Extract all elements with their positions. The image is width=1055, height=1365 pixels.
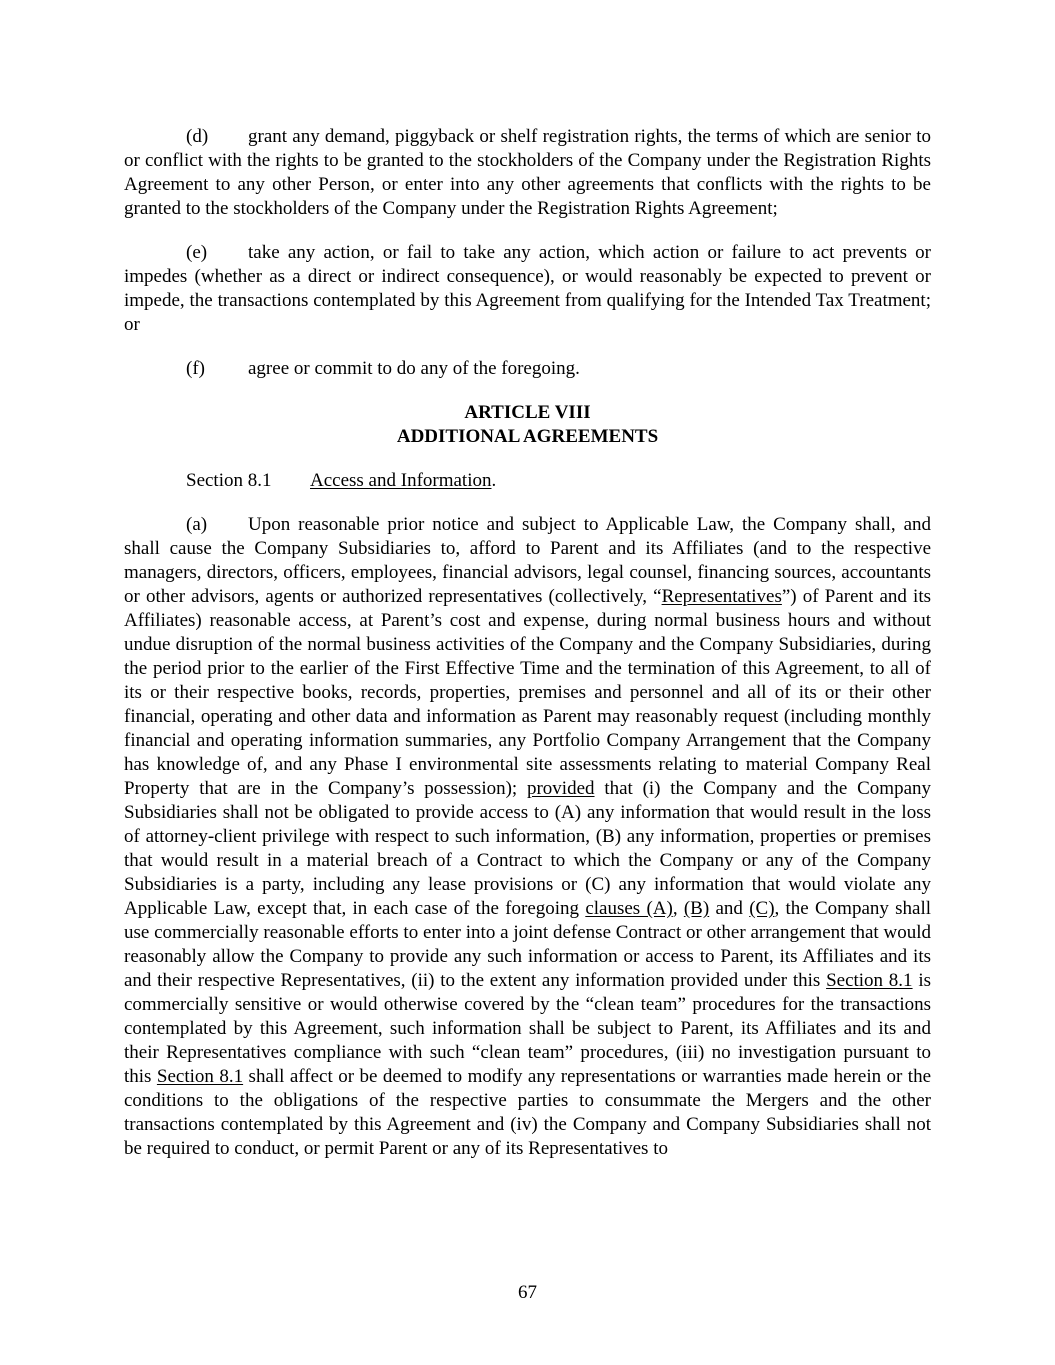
defined-term-representatives: Representatives — [661, 586, 782, 607]
ref-section-8-1-second: Section 8.1 — [156, 1066, 244, 1087]
paragraph-f-label: (f) — [186, 358, 205, 379]
paragraph-a-label: (a) — [186, 514, 208, 535]
paragraph-d-label: (d) — [186, 126, 209, 147]
paragraph-d — [124, 125, 931, 221]
paragraph-a-text-3: that (i) the Company and the Company Subsidiaries shall not be obligated to provide access to (A) any information that would result in the loss of attorney-client privilege with respect to such information, (B) any information, properties or premises that would result in a material breach of a Contract to which the Company or any of the Company Subsidiaries is a party, including any lease provisions or (C) any information that would violate any Applicable Law, except that, in each case of the foregoing — [124, 778, 932, 919]
article-title: ADDITIONAL AGREEMENTS — [396, 426, 659, 447]
ref-clauses-a: clauses (A) — [585, 898, 673, 919]
paragraph-e-label: (e) — [186, 242, 208, 263]
ref-clause-b: (B) — [683, 898, 710, 919]
paragraph-e-text: take any action, or fail to take any action, which action or failure to act prevents or impedes (whether as a direct or indirect consequence), or would reasonably be expected to prevent or impede, the transactions contemplated by this Agreement from qualifying for the Intended Tax Treatment; or — [124, 242, 931, 335]
paragraph-e — [124, 241, 931, 337]
paragraph-a-text-7: is commercially sensitive or would otherwise covered by the “clean team” procedures for the transactions contemplated by this Agreement, such information shall be subject to Parent, its Affiliates and its and their Representatives compliance with such “clean team” procedures, (iii) no investigation pursuant to this — [124, 970, 931, 1087]
page-number: 67 — [518, 1282, 537, 1303]
ref-clause-c: (C) — [749, 898, 775, 919]
section-title: Access and Information — [310, 470, 492, 491]
document-body — [124, 125, 931, 1161]
paragraph-a-text-5: and — [715, 898, 743, 919]
paragraph-f — [124, 357, 931, 381]
term-provided: provided — [526, 778, 595, 799]
article-number: ARTICLE VIII — [464, 402, 591, 423]
section-heading — [124, 469, 931, 493]
paragraph-f-text: agree or commit to do any of the foregoing. — [248, 358, 580, 379]
section-number: Section 8.1 — [186, 470, 272, 491]
paragraph-a-text-6: , the Company shall use commercially reasonable efforts to enter into a joint defense Contract or other arrangement that would reasonably allow the Company to provide any such information or access to Parent, its Affiliates and its and their respective Representatives, (ii) to the extent any information provided under this — [124, 898, 932, 991]
paragraph-a-text-1: Upon reasonable prior notice and subject to Applicable Law, the Company shall, and shall cause the Company Subsidiaries to, afford to Parent and its Affiliates (and to the respective managers, directors, officers, employees, financial advisors, legal counsel, financing sources, accountants or other advisors, agents or authorized representatives (collectively, “ — [124, 514, 931, 607]
section-title-period: . — [491, 470, 497, 491]
paragraph-d-text: grant any demand, piggyback or shelf registration rights, the terms of which are senior to or conflict with the rights to be granted to the stockholders of the Company under the Registration Rights Agreement to any other Person, or enter into any other agreements that conflicts with the rights to be granted to the stockholders of the Company under the Registration Rights Agreement; — [124, 126, 931, 219]
paragraph-a-text-8: shall affect or be deemed to modify any representations or warranties made herein or the conditions to the obligations of the respective parties to consummate the Mergers and the other transactions contemplated by this Agreement and (iv) the Company and Company Subsidiaries shall not be required to conduct, or permit Parent or any of its Representatives to — [124, 1066, 932, 1159]
paragraph-a-text-4: , — [672, 898, 678, 919]
ref-section-8-1-first: Section 8.1 — [826, 970, 913, 991]
paragraph-a-text-2: ”) of Parent and its Affiliates) reasonable access, at Parent’s cost and expense, during normal business hours and without undue disruption of the normal business activities of the Company and the Company Subsidiaries, during the period prior to the earlier of the First Effective Time and the termination of this Agreement, to all of its or their respective books, records, properties, premises and personnel and all of its or their other financial, operating and other data and information as Parent may reasonably request (including monthly financial and operating information summaries, any Portfolio Company Arrangement that the Company has knowledge of, and any Phase I environmental site assessments relating to material Company Real Property that are in the Company’s possession); — [124, 586, 932, 799]
paragraph-a — [124, 513, 931, 1161]
